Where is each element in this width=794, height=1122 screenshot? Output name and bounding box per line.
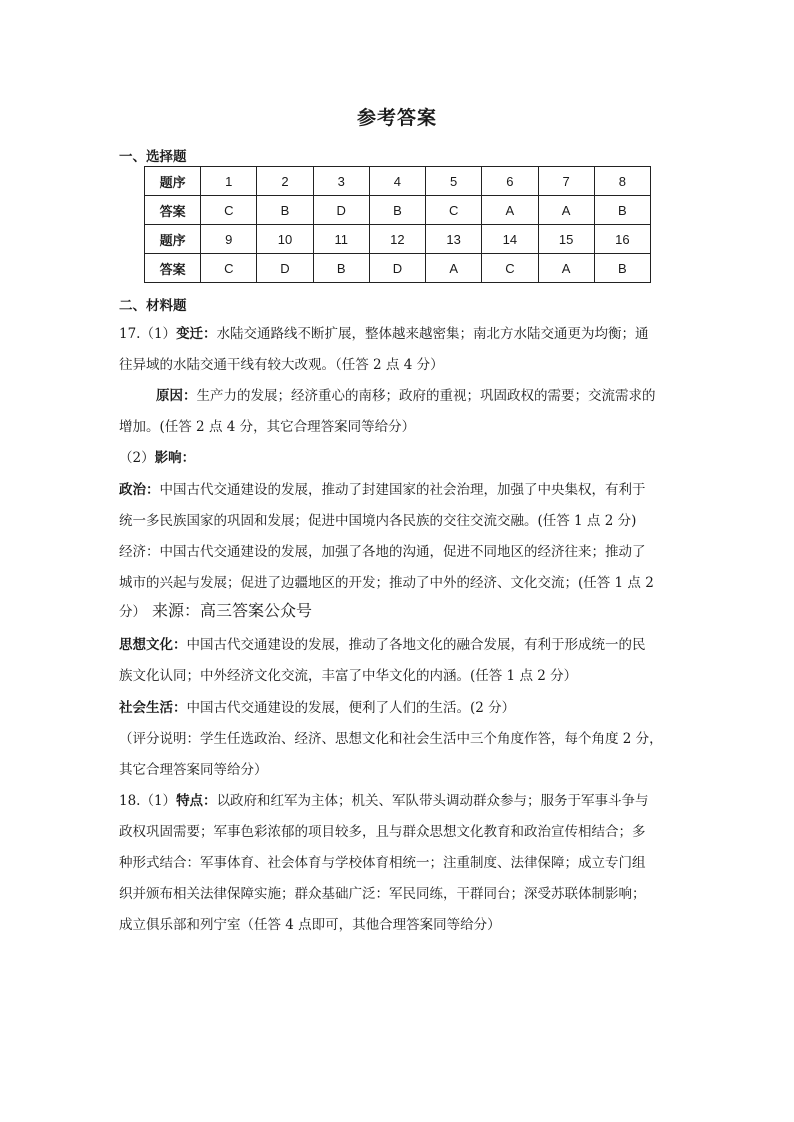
q18-features-label: 特点： — [176, 793, 217, 809]
table-cell: 16 — [594, 225, 650, 254]
row-label: 题序 — [145, 225, 201, 254]
q17-line-13 — [119, 698, 679, 718]
table-cell: 7 — [538, 167, 594, 196]
table-row — [145, 196, 651, 225]
table-cell: A — [538, 196, 594, 225]
q17-line-2: 往异域的水陆交通干线有较大改观。（任答 2 点 4 分） — [119, 357, 444, 373]
table-cell: B — [594, 196, 650, 225]
table-cell: 14 — [482, 225, 538, 254]
table-cell: C — [426, 196, 482, 225]
table-cell: 15 — [538, 225, 594, 254]
table-cell: C — [482, 254, 538, 283]
table-cell: B — [257, 196, 313, 225]
table-cell: 9 — [201, 225, 257, 254]
table-cell: B — [369, 196, 425, 225]
table-cell: 4 — [369, 167, 425, 196]
page-title: 参考答案 — [356, 107, 437, 129]
q18-features-text: 以政府和红军为主体；机关、军队带头调动群众参与；服务于军事斗争与 — [216, 793, 649, 809]
q17-line-4: 增加。(任答 2 点 4 分，其它合理答案同等给分） — [119, 419, 416, 435]
table-cell: C — [201, 196, 257, 225]
row-label: 答案 — [145, 196, 201, 225]
table-cell: C — [201, 254, 257, 283]
q17-causes-text: 生产力的发展；经济重心的南移；政府的重视；巩固政权的需要；交流需求的 — [196, 388, 656, 404]
answer-table — [144, 166, 651, 283]
table-cell: B — [594, 254, 650, 283]
q18-line-3: 种形式结合：军事体育、社会体育与学校体育相统一；注重制度、法律保障；成立专门组 — [119, 855, 646, 871]
table-cell: 6 — [482, 167, 538, 196]
table-cell: D — [313, 196, 369, 225]
table-cell: 11 — [313, 225, 369, 254]
section-heading-material: 二、材料题 — [119, 298, 187, 314]
q17-line-12: 族文化认同；中外经济文化交流，丰富了中华文化的内涵。(任答 1 点 2 分） — [119, 668, 578, 684]
table-row — [145, 254, 651, 283]
table-cell: 3 — [313, 167, 369, 196]
table-cell: A — [482, 196, 538, 225]
q17-social-label: 社会生活： — [119, 700, 187, 716]
q17-politics-text: 中国古代交通建设的发展，推动了封建国家的社会治理，加强了中央集权，有利于 — [159, 482, 646, 498]
q18-line-2: 政权巩固需要；军事色彩浓郁的项目较多，且与群众思想文化教育和政治宣传相结合；多 — [119, 824, 646, 840]
q17-changes-text: 水陆交通路线不断扩展，整体越来越密集；南北方水陆交通更为均衡；通 — [216, 326, 649, 342]
q17-changes-label: 变迁： — [176, 326, 217, 342]
row-label: 题序 — [145, 167, 201, 196]
table-cell: A — [538, 254, 594, 283]
q17-line-1 — [119, 324, 679, 344]
table-cell: B — [313, 254, 369, 283]
q17-line-15: 其它合理答案同等给分） — [119, 762, 268, 778]
q17-line-5 — [119, 448, 679, 468]
q18-line-1 — [119, 791, 679, 811]
row-label: 答案 — [145, 254, 201, 283]
table-cell: A — [426, 254, 482, 283]
table-cell: 5 — [426, 167, 482, 196]
q17-line-7: 统一多民族国家的巩固和发展；促进中国境内各民族的交往交流交融。(任答 1 点 2 分) — [119, 513, 637, 529]
q17-line-10-text: 分） — [119, 604, 146, 620]
q18-number: 18.（1） — [119, 793, 177, 809]
table-cell: 12 — [369, 225, 425, 254]
q17-causes-label: 原因： — [156, 388, 197, 404]
table-cell: 8 — [594, 167, 650, 196]
table-cell: 2 — [257, 167, 313, 196]
q17-politics-label: 政治： — [119, 482, 160, 498]
q17-line-3 — [156, 386, 716, 406]
q17-impact-label: 影响： — [154, 450, 196, 466]
table-cell: 10 — [257, 225, 313, 254]
source-note: 来源：高三答案公众号 — [152, 601, 313, 620]
q18-line-5: 成立俱乐部和列宁室（任答 4 点即可，其他合理答案同等给分） — [119, 917, 501, 933]
q17-culture-text: 中国古代交通建设的发展，推动了各地文化的融合发展，有利于形成统一的民 — [186, 637, 646, 653]
q17-part2-number: （2） — [119, 450, 155, 466]
table-cell: 13 — [426, 225, 482, 254]
q17-line-8: 经济：中国古代交通建设的发展，加强了各地的沟通，促进不同地区的经济往来；推动了 — [119, 544, 646, 560]
section-heading-choice: 一、选择题 — [119, 149, 187, 165]
table-cell: D — [257, 254, 313, 283]
q17-social-text: 中国古代交通建设的发展，便利了人们的生活。(2 分） — [186, 700, 516, 716]
q17-line-9: 城市的兴起与发展；促进了边疆地区的开发；推动了中外的经济、文化交流；(任答 1 点 2 — [119, 575, 654, 591]
table-cell: D — [369, 254, 425, 283]
q18-line-4: 织并颁布相关法律保障实施；群众基础广泛：军民同练，干群同台；深受苏联体制影响； — [119, 886, 646, 902]
q17-line-6 — [119, 480, 679, 500]
q17-number: 17.（1） — [119, 326, 177, 342]
table-row — [145, 167, 651, 196]
q17-line-14: （评分说明：学生任选政治、经济、思想文化和社会生活中三个角度作答，每个角度 2 分， — [119, 731, 663, 747]
table-row — [145, 225, 651, 254]
q17-line-10 — [119, 601, 679, 622]
table-cell: 1 — [201, 167, 257, 196]
q17-culture-label: 思想文化： — [119, 637, 187, 653]
q17-line-11 — [119, 635, 679, 655]
